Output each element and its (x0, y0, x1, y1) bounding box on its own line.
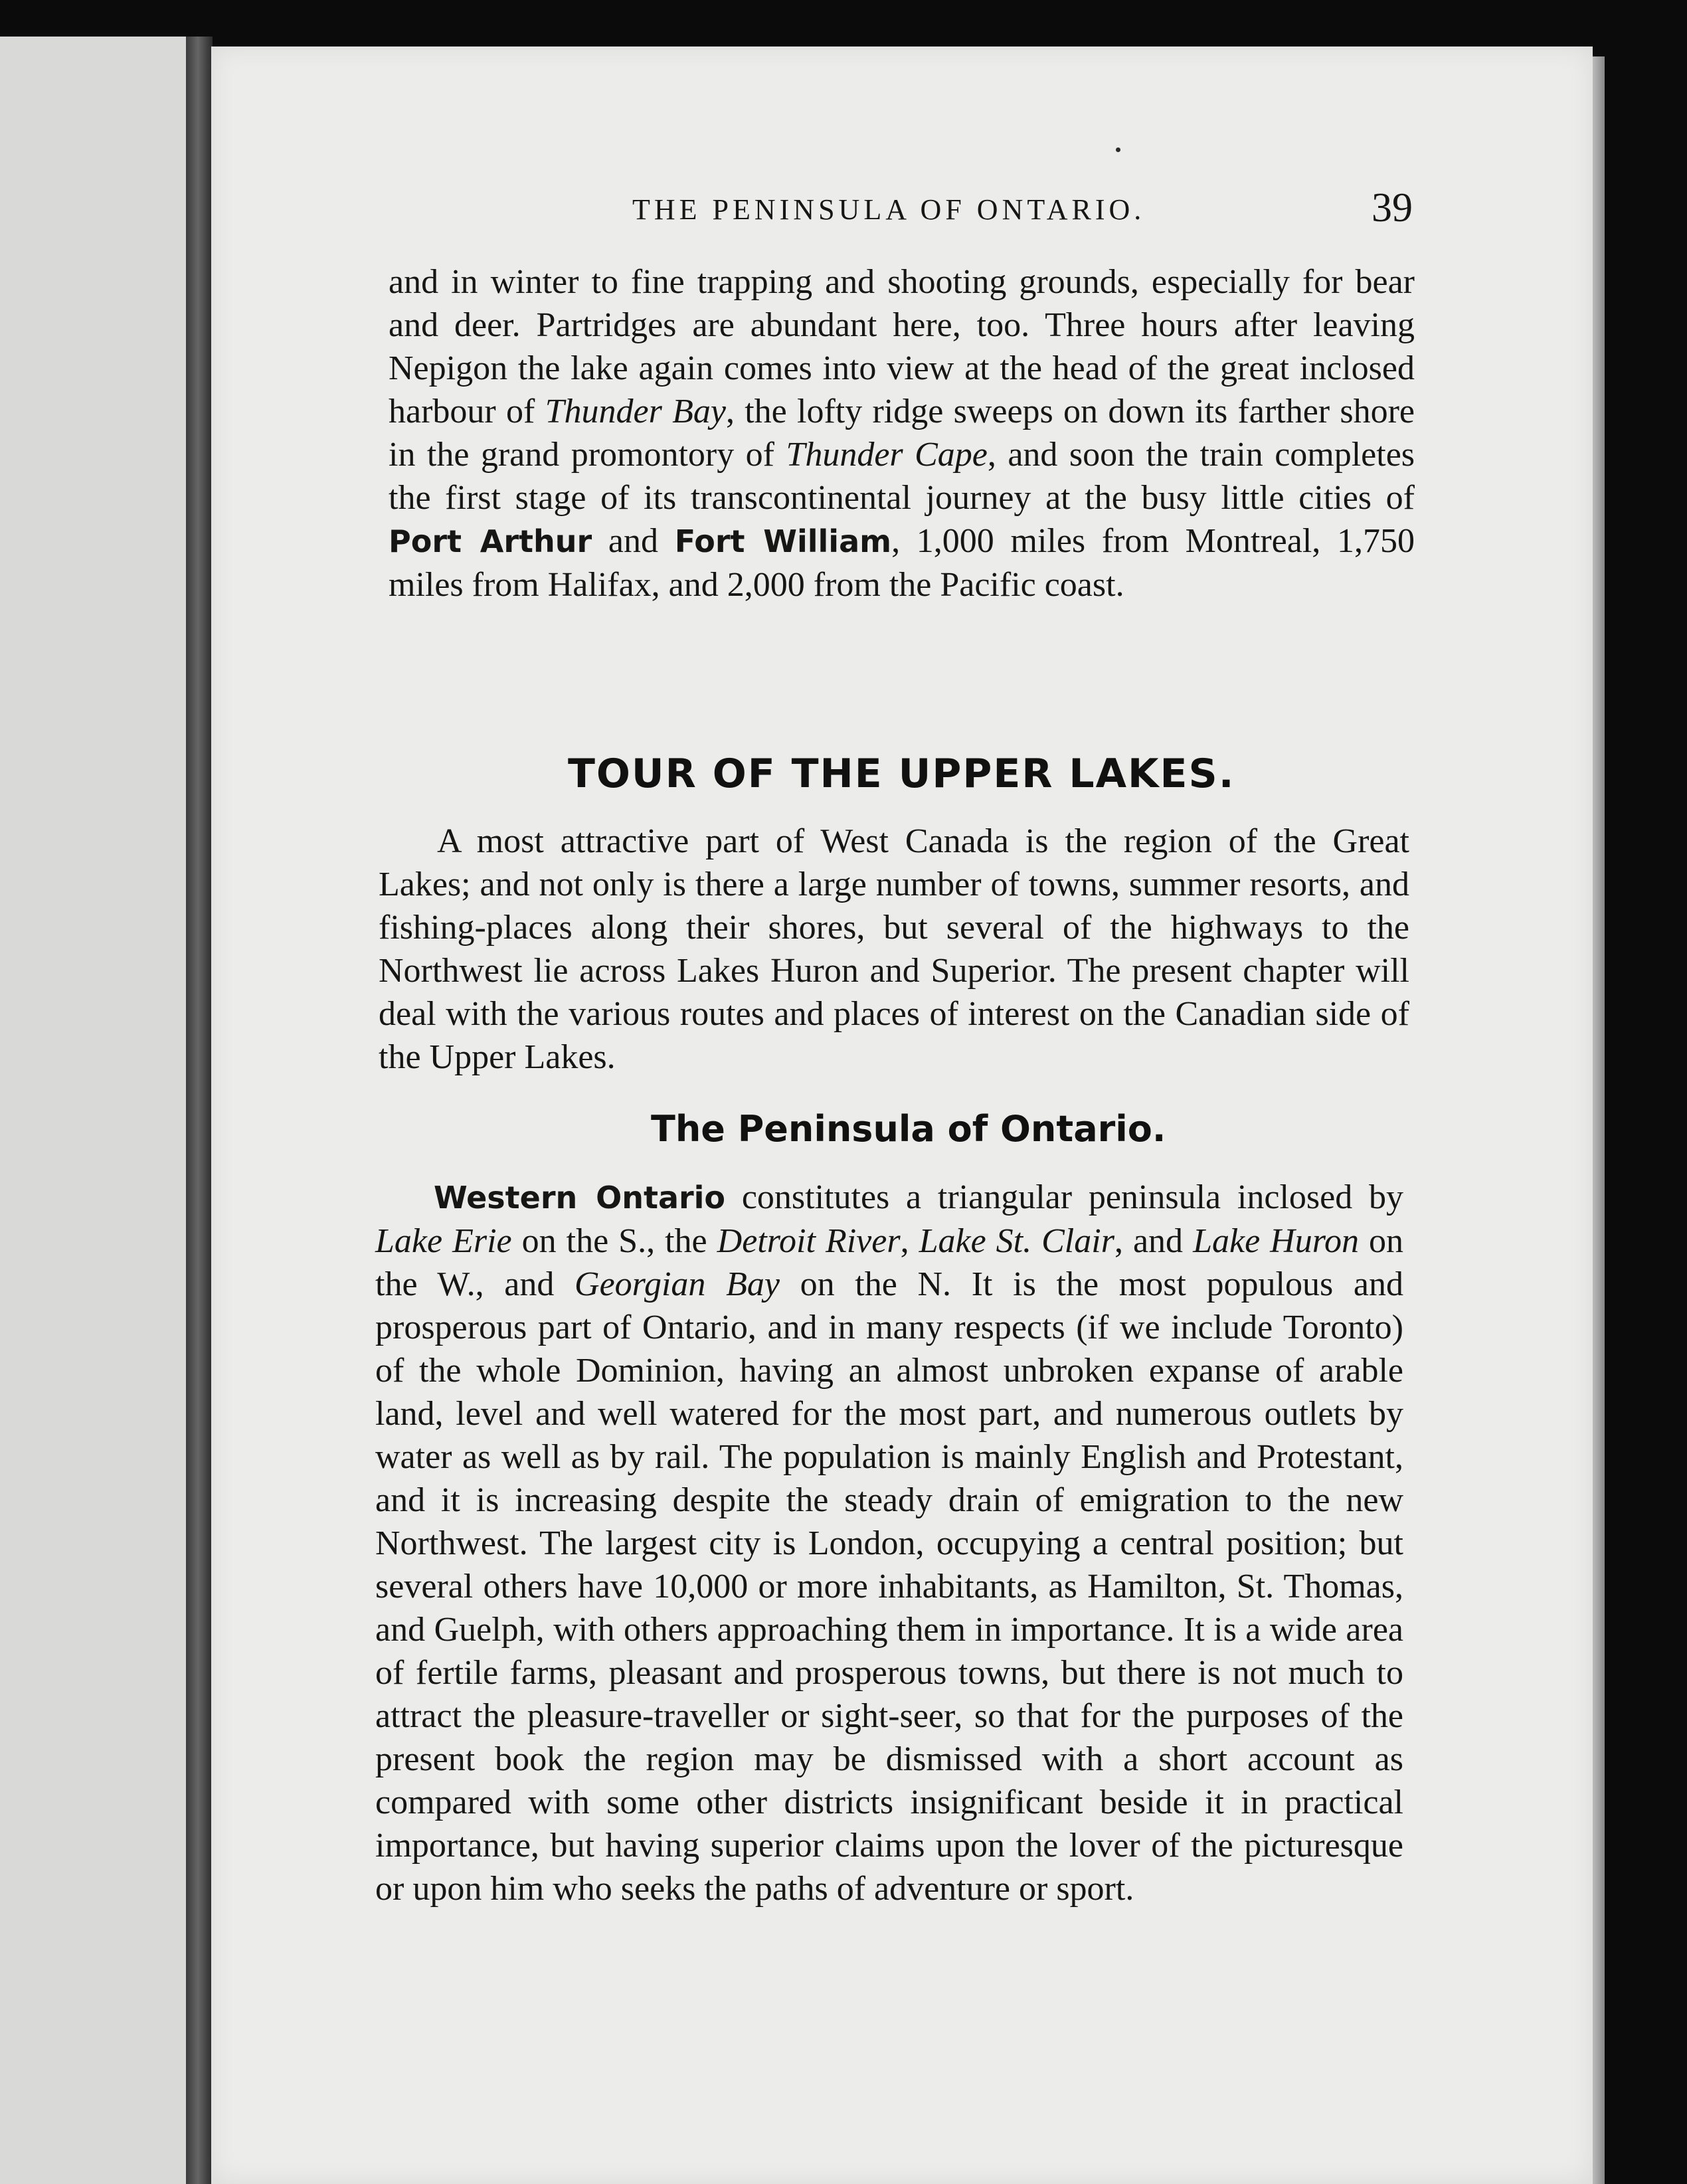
subsection-heading: The Peninsula of Ontario. (651, 1108, 1166, 1150)
place-name-italic: Thunder Cape (786, 436, 988, 474)
text-run: , and (1114, 1222, 1194, 1260)
text-run: on the W., and (375, 1222, 1404, 1303)
text-run: , (900, 1222, 919, 1260)
page-speck (1116, 147, 1120, 152)
place-name-italic: Lake Erie (375, 1222, 512, 1260)
place-name-italic: Lake Huron (1193, 1222, 1360, 1260)
place-name-italic: Detroit River (717, 1222, 901, 1260)
section-paragraph: A most attractive part of West Canada is the region of the Great Lakes; and not only is there a large number of towns, summer resorts, and fishing-places along their shores, but several of the highways to the Northwest lie across Lakes Huron and Superior. The present chapter will deal with the various routes and places of interest on the Canadian side of the Upper Lakes. (379, 822, 1409, 1076)
place-name-italic: Georgian Bay (575, 1265, 780, 1303)
place-name-bold: Port Arthur (389, 523, 592, 559)
place-name-bold: Fort William (674, 523, 892, 559)
place-name-italic: Lake St. Clair (919, 1222, 1114, 1260)
text-run: and (592, 522, 675, 560)
page-number: 39 (1372, 185, 1413, 230)
text-run: and in winter to fine trapping and shooting grounds, especially for bear and deer. Partridges are abundant here, too. Three hours after leaving Nepigon the lake again comes into view at the head of the great inclosed harbour of (389, 263, 1415, 430)
left-page-edge (0, 37, 194, 2184)
paragraph-continuation (389, 260, 1415, 606)
place-name-italic: Thunder Bay (545, 393, 726, 430)
text-run: constitutes a triangular peninsula inclosed by (725, 1178, 1403, 1216)
page-stack-edge (1593, 56, 1605, 2184)
book-gutter (186, 37, 213, 2184)
section-heading: TOUR OF THE UPPER LAKES. (568, 751, 1235, 797)
text-run: , and soon the train completes the first stage of its transcontinental journey at the busy little cities of (389, 436, 1415, 517)
subsection-paragraph (375, 1176, 1403, 1910)
text-run: on the S., the (511, 1222, 717, 1260)
text-run: on the N. It is the most populous and prosperous part of Ontario, and in many respects (if we include Toronto) of the whole Dominion, having an almost unbroken expanse of arable land, level and well watered for the most part, and numerous outlets by water as well as by rail. The population is mainly English and Protestant, and it is increasing despite the steady drain of emigration to the new Northwest. The largest city is London, occupying a central position; but several others have 10,000 or more inhabitants, as Hamilton, St. Thomas, and Guelph, with others approaching them in importance. It is a wide area of fertile farms, pleasant and prosperous towns, but there is not much to attract the pleasure-traveller or sight-seer, so that for the purposes of the present book the region may be dismissed with a short account as compared with some other districts insignificant beside it in practical importance, but having superior claims upon the lover of the picturesque or upon him who seeks the paths of adventure or sport. (375, 1265, 1403, 1908)
text-run: , 1,000 miles from Montreal, 1,750 miles from Halifax, and 2,000 from the Pacific coast. (389, 522, 1415, 604)
lead-term-bold: Western Ontario (434, 1180, 726, 1216)
text-run: , the lofty ridge sweeps on down its farther shore in the grand promontory of (389, 393, 1415, 474)
running-head: THE PENINSULA OF ONTARIO. (632, 193, 1146, 226)
